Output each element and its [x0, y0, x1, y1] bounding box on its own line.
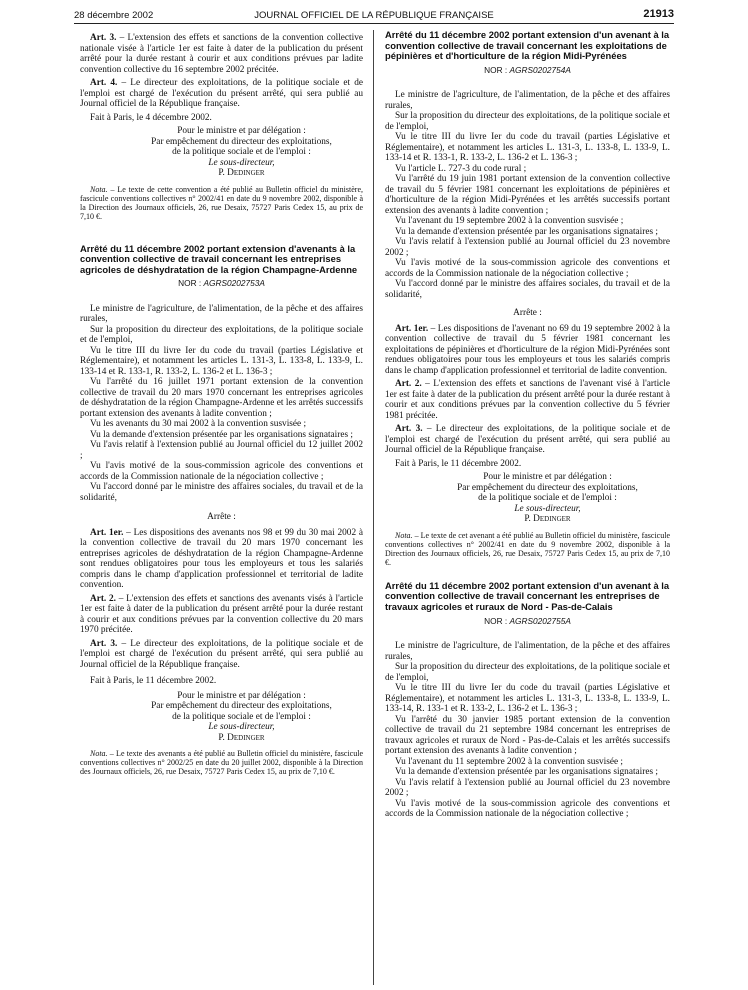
- right-column: [385, 30, 670, 820]
- article-text: – Le directeur des exploitations, de la politique sociale et de l'emploi est chargé de l'exécution du présent arrêté, qui sera publié au Journal officiel de la République française.: [80, 638, 363, 670]
- nota-text: – Le texte de cet avenant a été publié au Bulletin officiel du ministère, fascicule conventions collectives n° 2002/41 en date du 9 novembre 2002, disponible à la Direction des Journaux officiels, 26, rue Desaix, 75727 Paris Cedex 15, au prix de 7,10 €.: [385, 530, 670, 567]
- visa-paragraph: Vu le titre III du livre Ier du code du travail (parties Législative et Réglementaire), et notamment les articles L. 131-3, L. 133-8, L. 133-9, L. 133-14 et R. 133-1, R. 133-2, L. 136-2 et L. 136-3 ;: [385, 132, 670, 164]
- signature-title-text: Le sous-directeur,: [208, 722, 275, 733]
- fait-line: Fait à Paris, le 11 décembre 2002.: [395, 458, 522, 469]
- article-text: – Le directeur des exploitations, de la politique sociale et de l'emploi est chargé de l'exécution du présent arrêté, qui sera publié au Journal officiel de la République française.: [385, 424, 670, 456]
- nota: [80, 185, 363, 221]
- nota: [385, 531, 670, 567]
- visa-paragraph: Vu les avenants du 30 mai 2002 à la convention susvisée ;: [90, 419, 307, 430]
- visa-paragraph: Vu la demande d'extension présentée par les organisations signataires ;: [395, 226, 658, 237]
- visa-paragraph: Vu l'arrêté du 30 janvier 1985 portant extension de la convention collective de travail du 21 septembre 1984 concernant les entreprises de travaux agricoles et ruraux de Nord - Pas-de-Calais et les arrêtés successifs portant extension des avenants à ladite convention ;: [385, 714, 670, 757]
- signature-line: Par empêchement du directeur des exploitations,: [457, 482, 638, 493]
- article-3: [80, 33, 363, 75]
- nota: [80, 749, 363, 776]
- visa-paragraph: Vu l'avis motivé de la sous-commission agricole des conventions et accords de la Commission nationale de la négociation collective ;: [385, 258, 670, 279]
- signature-line: Pour le ministre et par délégation :: [483, 472, 612, 483]
- nota-label: Nota.: [90, 184, 108, 194]
- left-column: [80, 30, 363, 776]
- article-label: Art. 2.: [90, 593, 116, 604]
- nor-reference: [385, 65, 670, 76]
- header-rule: [74, 23, 674, 24]
- article-label: Art. 3.: [90, 33, 117, 43]
- signature-line: Par empêchement du directeur des exploitations,: [151, 701, 332, 712]
- nota-label: Nota.: [90, 749, 108, 759]
- nota-label: Nota.: [395, 530, 413, 540]
- article-text: – L'extension des effets et sanctions de la convention collective nationale visée à l'article 1er est faite à dater de la publication du présent arrêté pour la durée restant à courir et aux conditions prévues par ladite convention collective du 16 septembre 2002 précitée.: [80, 33, 363, 75]
- signature-line: Par empêchement du directeur des exploitations,: [151, 136, 332, 147]
- visa-paragraph: Vu l'avenant du 19 septembre 2002 à la convention susvisée ;: [395, 216, 624, 227]
- article-2: [385, 379, 670, 421]
- page-header: [74, 8, 674, 24]
- nor-label: NOR :: [178, 278, 204, 289]
- article-text: – Les dispositions de l'avenant no 69 du 19 septembre 2002 à la convention collective de travail du 5 février 1981 concernant les exploitations de pépinières et d'horticulture de la région Midi-Pyrénées sont rendues obligatoires pour tous les employeurs et tous les salariés compris dans le champ d'application professionnel et territorial de ladite convention.: [385, 323, 670, 376]
- decree-title: Arrêté du 11 décembre 2002 portant extension d'un avenant à la convention collective de travail concernant les entreprises de travaux agricoles et ruraux de Nord - Pas-de-Calais: [385, 579, 670, 612]
- header-title: JOURNAL OFFICIEL DE LA RÉPUBLIQUE FRANÇAISE: [254, 10, 494, 21]
- article-1: [385, 324, 670, 377]
- visa-paragraph: Sur la proposition du directeur des exploitations, de la politique sociale et de l'emploi,: [385, 662, 670, 683]
- decree-title: Arrêté du 11 décembre 2002 portant extension d'avenants à la convention collective de travail concernant les entreprises agricoles de déshydratation de la région Champagne-Ardenne: [80, 242, 358, 275]
- article-text: – L'extension des effets et sanctions des avenants visés à l'article 1er est faite à dater de la publication du présent arrêté pour la durée restant à courir et aux conditions prévues par la convention collective du 20 mars 1970 précitée.: [80, 593, 364, 636]
- visa-paragraph: Vu le titre III du livre Ier du code du travail (parties Législative et Réglementaire), et notamment les articles L. 131-3, L. 133-8, L. 133-9, L. 133-14 et R. 133-1, R. 133-2, L. 136-2 et L. 136-3 ;: [80, 345, 363, 377]
- signature-line: de la politique sociale et de l'emploi :: [478, 493, 617, 504]
- article-label: Art. 1er.: [395, 323, 429, 334]
- visa-paragraph: Vu l'avenant du 11 septembre 2002 à la convention susvisée ;: [395, 756, 623, 767]
- visa-paragraph: Vu l'avis relatif à l'extension publié au Journal officiel du 23 novembre 2002 ;: [385, 777, 670, 799]
- nota-text: – Le texte des avenants a été publié au Bulletin officiel du ministère, fascicule conventions collectives n° 2002/25 en date du 20 juillet 2002, disponible à la Direction des Journaux officiels, 26, rue Desaix, 75727 Paris Cedex 15, au prix de 7,10 €.: [80, 749, 363, 777]
- arrete-heading: Arrête :: [207, 512, 236, 523]
- visa-paragraph: Vu l'accord donné par le ministre des affaires sociales, du travail et de la solidarité,: [80, 482, 363, 503]
- article-label: Art. 3.: [90, 638, 118, 649]
- nor-code: AGRS0202754A: [509, 64, 571, 75]
- page-number: 21913: [643, 8, 674, 20]
- signature-title: [425, 504, 670, 515]
- decree-title: Arrêté du 11 décembre 2002 portant extension d'un avenant à la convention collective de travail concernant les exploitations de pépinières et d'horticulture de la région Midi-Pyrénées: [385, 29, 670, 62]
- signature-line: de la politique sociale et de l'emploi :: [172, 147, 311, 157]
- nor-label: NOR :: [484, 615, 510, 626]
- article-text: – L'extension des effets et sanctions de l'avenant visé à l'article 1er est faite à dater de la publication du présent arrêté pour la durée restant à courir et aux conditions prévues par la convention collective du 5 février 1981 précitée.: [385, 379, 670, 421]
- article-label: Art. 3.: [395, 424, 423, 435]
- article-2: [80, 594, 363, 636]
- visa-paragraph: Sur la proposition du directeur des exploitations, de la politique sociale et de l'emploi,: [385, 111, 670, 132]
- visa-paragraph: Vu l'avis relatif à l'extension publié au Journal officiel du 12 juillet 2002 ;: [80, 440, 363, 461]
- article-label: Art. 4.: [90, 78, 118, 88]
- signature-block: [120, 126, 363, 179]
- nor-reference: [80, 278, 363, 289]
- visa-paragraph: Sur la proposition du directeur des exploitations, de la politique sociale et de l'emploi,: [80, 324, 363, 346]
- article-1: [80, 528, 363, 591]
- visa-paragraph: Vu la demande d'extension présentée par les organisations signataires ;: [90, 429, 353, 440]
- signature-line: Pour le ministre et par délégation :: [177, 126, 306, 136]
- visa-paragraph: Le ministre de l'agriculture, de l'alimentation, de la pêche et des affaires rurales,: [385, 641, 670, 662]
- signature-line: de la politique sociale et de l'emploi :: [172, 711, 311, 722]
- visa-paragraph: Vu le titre III du livre Ier du code du travail (parties Législative et Réglementaire), et notamment les articles L. 131-3, L. 133-8, L. 133-9, L. 133-14, R. 133-1 et R. 133-2, L. 136-2 et L. 136-3 ;: [385, 683, 670, 715]
- visa-paragraph: Vu l'avis relatif à l'extension publié au Journal officiel du 23 novembre 2002 ;: [385, 237, 670, 258]
- signature-title: [120, 722, 363, 733]
- visa-paragraph: Vu l'accord donné par le ministre des affaires sociales, du travail et de la solidarité,: [385, 279, 670, 300]
- nor-reference: [385, 616, 670, 627]
- article-3: [80, 639, 363, 671]
- visa-paragraph: Vu l'article L. 727-3 du code rural ;: [395, 163, 527, 174]
- signature-block: [120, 691, 363, 744]
- article-label: Art. 2.: [395, 379, 422, 390]
- article-text: – Le directeur des exploitations, de la politique sociale et de l'emploi est chargé de l'exécution du présent arrêté, qui sera publié au Journal officiel de la République française.: [80, 78, 363, 109]
- column-divider: [373, 30, 374, 985]
- visa-paragraph: Le ministre de l'agriculture, de l'alimentation, de la pêche et des affaires rurales,: [385, 90, 670, 111]
- article-text: – Les dispositions des avenants nos 98 et 99 du 30 mai 2002 à la convention collective de travail du 20 mars 1970 concernant les entreprises agricoles de déshydratation de la région Champagne-Ardenne sont rendues obligatoires pour tous les employeurs et tous les salariés compris dans le champ d'application professionnel et territorial de ladite convention.: [80, 527, 363, 591]
- visa-paragraph: Vu l'arrêté du 19 juin 1981 portant extension de la convention collective de travail du 5 février 1981 concernant les exploitations de pépinières et d'horticulture de la région Midi-Pyrénées et les arrêtés successifs portant extension des avenants à ladite convention ;: [385, 174, 670, 216]
- signature-title: [120, 158, 363, 169]
- visa-paragraph: Vu l'arrêté du 16 juillet 1971 portant extension de la convention collective de travail du 20 mars 1970 concernant les entreprises agricoles de déshydratation de la région Champagne-Ardenne et les arrêtés successifs portant extension des avenants à ladite convention ;: [80, 377, 363, 419]
- visa-paragraph: Vu l'avis motivé de la sous-commission agricole des conventions et accords de la Commission nationale de la négociation collective ;: [385, 798, 670, 820]
- fait-line: Fait à Paris, le 4 décembre 2002.: [90, 112, 212, 123]
- signature-title-text: Le sous-directeur,: [208, 157, 275, 168]
- nota-text: – Le texte de cette convention a été publié au Bulletin officiel du ministère, fascicule conventions collectives n° 2002/41 en date du 9 novembre 2002, disponible à la Direction des Journaux officiels, 26, rue Desaix, 75727 Paris Cedex 15, au prix de 7,10 €.: [80, 184, 363, 221]
- visa-paragraph: Le ministre de l'agriculture, de l'alimentation, de la pêche et des affaires rurales,: [80, 303, 363, 325]
- article-label: Art. 1er.: [90, 527, 124, 538]
- visa-paragraph: Vu la demande d'extension présentée par les organisations signataires ;: [395, 767, 658, 778]
- signatory-name: P. Dedinger: [218, 732, 265, 743]
- nor-code: AGRS0202755A: [509, 615, 571, 626]
- nor-code: AGRS0202753A: [203, 278, 265, 289]
- signatory-name: P. Dedinger: [524, 514, 571, 525]
- nor-label: NOR :: [484, 64, 510, 75]
- header-date: 28 décembre 2002: [74, 10, 154, 21]
- article-4: [80, 78, 363, 110]
- article-3: [385, 424, 670, 456]
- arrete-heading: Arrête :: [513, 308, 542, 319]
- signature-block: [425, 472, 670, 525]
- signature-title-text: Le sous-directeur,: [514, 503, 581, 514]
- fait-line: Fait à Paris, le 11 décembre 2002.: [90, 676, 217, 687]
- signatory-name: P. Dedinger: [218, 168, 265, 178]
- signature-line: Pour le ministre et par délégation :: [177, 690, 306, 701]
- visa-paragraph: Vu l'avis motivé de la sous-commission agricole des conventions et accords de la Commission nationale de la négociation collective ;: [80, 461, 363, 482]
